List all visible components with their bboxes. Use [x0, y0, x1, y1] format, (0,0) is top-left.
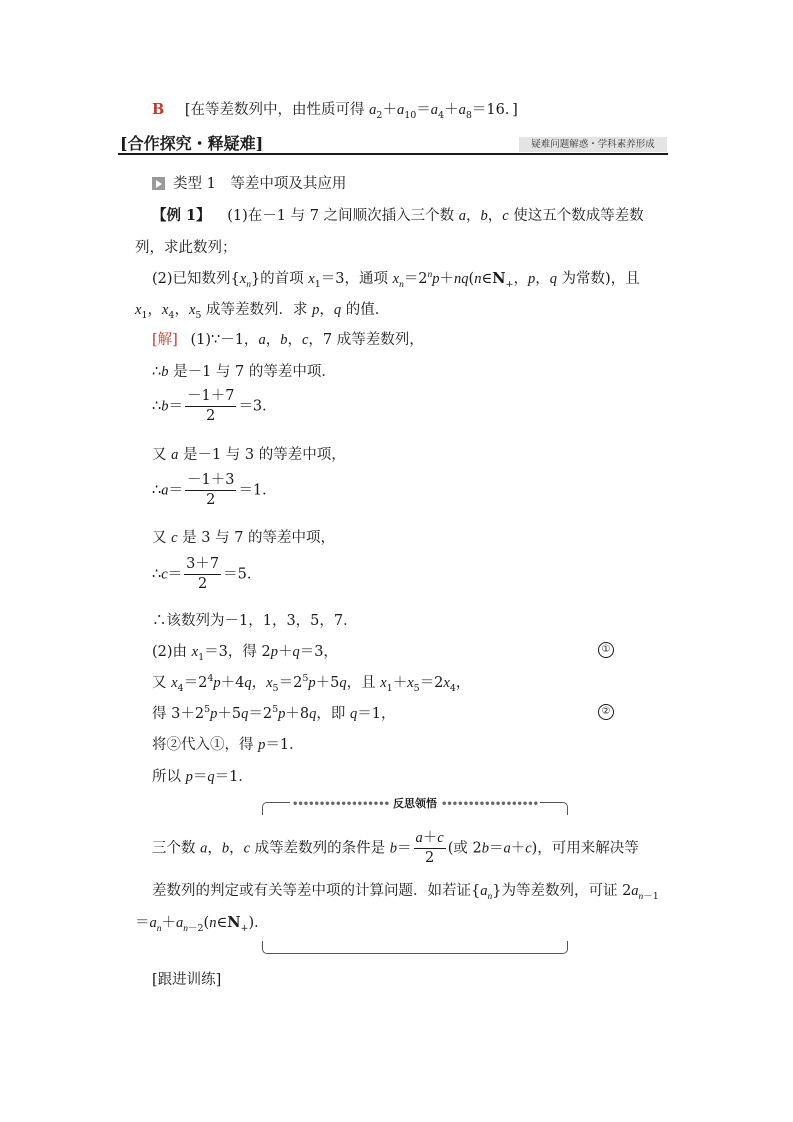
fraction: $\frac{-1+7}{2}$	[186, 388, 235, 424]
section-badge: 疑难问题解惑・学科素养形成	[519, 137, 667, 152]
solution-fraction-a: ∴a＝ $\frac{-1+3}{2}$ ＝1．	[152, 472, 277, 508]
example-line-3: (2)已知数列$\{x_n\}$的首项 $x_1=3$，通项 $x_n=2^np+nq(n\in N_+$，p，q 为常数)，且	[152, 270, 640, 290]
solution-fraction-c: ∴c＝ $\frac{3+7}{2}$ ＝5．	[152, 556, 262, 592]
solution-line-8: ∴该数列为－1，1，3，5，7．	[152, 613, 358, 629]
section-divider	[118, 153, 668, 155]
followup-label: [跟进训练]	[152, 972, 222, 988]
fraction: $\frac{-1+3}{2}$	[186, 472, 235, 508]
circle-mark-2: ②	[598, 702, 614, 720]
play-triangle-icon	[152, 177, 165, 190]
solution-line-6: 又 c 是 3 与 7 的等差中项，	[152, 530, 336, 546]
solution-line-9: (2)由 $x_1=3$，得 2p＋q＝3，	[152, 644, 338, 663]
solution-line-13: 所以 p＝q＝1．	[152, 769, 253, 785]
example-line-1: 【例 1】 (1)在－1 与 7 之间顺次插入三个数 a，b，c 使这五个数成等差数	[152, 207, 644, 224]
answer-line	[152, 98, 518, 119]
answer-text: [在等差数列中，由性质可得 $a_2+a_{10}=a_4+a_8=16$．]	[184, 102, 518, 121]
solution-line-11: 得 $3+2^5p+5q=2^5p+8q$，即 q＝1，	[152, 704, 396, 722]
reflection-line-1: 三个数 a，b，c 成等差数列的条件是 b＝ $\frac{a+c}{2}$ (或 2b＝a＋c)，可用来解决等	[152, 830, 639, 866]
solution-line-10: 又 $x_4=2^4p+4q$，$x_5=2^5p+5q$，且 $x_1+x_5=2x_4$，	[152, 673, 471, 694]
reflection-title: •••••••••••••••••• 反思领悟 ••••••••••••••••••	[291, 797, 539, 810]
section-title: [合作探究・释疑难]	[120, 134, 264, 153]
fraction: $\frac{3+7}{2}$	[186, 556, 220, 592]
solution-line-1: [解] (1)∵－1，a，b，c，7 成等差数列，	[152, 332, 424, 348]
solution-line-12: 将②代入①，得 p＝1．	[152, 737, 304, 753]
example-tag: 【例 1】	[152, 207, 211, 224]
type-heading	[152, 172, 346, 193]
example-line-4: $x_1$，$x_4$，$x_5$ 成等差数列．求 p，q 的值．	[135, 302, 390, 321]
solution-tag: [解]	[152, 332, 178, 348]
solution-line-2: ∴b 是－1 与 7 的等差中项．	[152, 364, 336, 380]
type-label: 类型 1 等差中项及其应用	[173, 176, 347, 192]
answer-letter: B	[152, 101, 165, 118]
fraction: $\frac{a+c}{2}$	[415, 830, 444, 866]
reflection-line-2: 差数列的判定或有关等差中项的计算问题．如若证$\{a_n\}$为等差数列，可证 $2a_{n-1}$	[152, 883, 659, 902]
example-line-2: 列，求此数列；	[135, 240, 237, 256]
solution-fraction-b: ∴b＝ $\frac{-1+7}{2}$ ＝3．	[152, 388, 277, 424]
solution-line-4: 又 a 是－1 与 3 的等差中项，	[152, 447, 346, 463]
reflection-box-bottom	[262, 941, 568, 954]
reflection-line-3: $=a_n+a_{n-2}(n\in N_+)$．	[135, 914, 269, 934]
circle-mark-1: ①	[598, 640, 614, 658]
